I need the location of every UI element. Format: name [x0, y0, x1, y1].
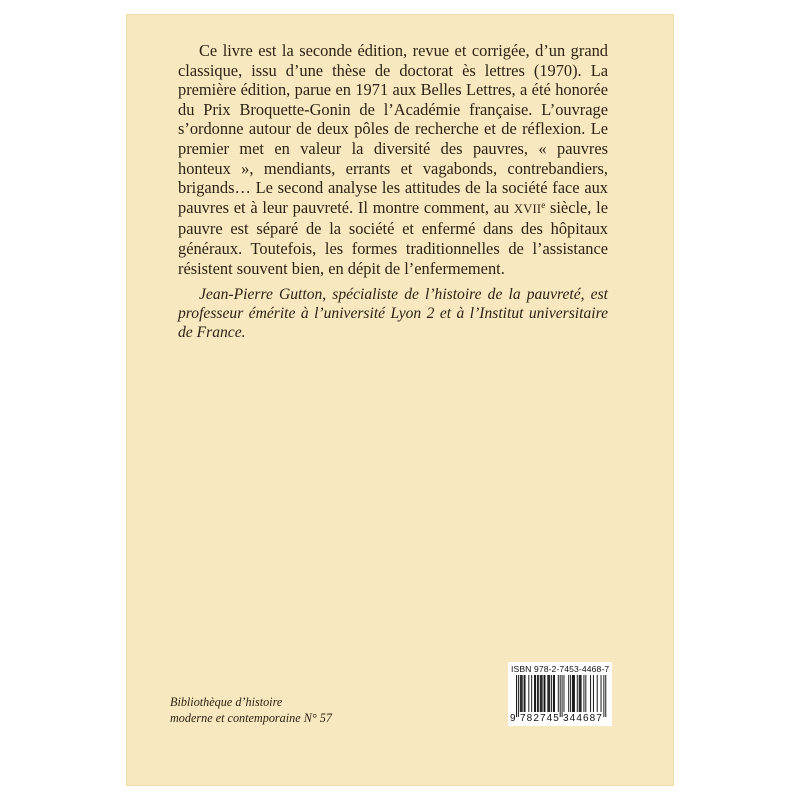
barcode-first-digit: 9 — [510, 713, 516, 724]
blurb-text — [178, 41, 608, 278]
barcode-bar — [547, 675, 548, 712]
barcode-bars — [510, 675, 610, 717]
barcode-bar — [564, 675, 565, 712]
barcode-bar — [551, 675, 552, 712]
series-line-1: Bibliothèque d’histoire — [170, 695, 283, 709]
series-label — [170, 695, 400, 726]
barcode-bar — [572, 675, 573, 712]
barcode-bar — [548, 675, 549, 712]
book-back-cover — [126, 14, 674, 786]
barcode-bar — [541, 675, 542, 712]
barcode-bar — [593, 675, 594, 712]
barcode-bar — [528, 675, 529, 712]
author-bio-text: Jean-Pierre Gutton, spécialiste de l’histoire de la pauvreté, est professeur émérite à l’université Lyon 2 et à l’Institut universitaire de France. — [178, 286, 608, 341]
barcode-bar — [574, 675, 575, 712]
barcode-bar — [590, 675, 591, 712]
century-numeral: XVII — [514, 201, 542, 216]
barcode-bar — [585, 675, 586, 712]
barcode-right-group: 344687 — [563, 713, 603, 724]
blurb-text-part2: siècle, le pauvre est séparé de la société et enfermé dans des hôpitaux généraux. Toutefois, les formes traditionnelles de l’assistance résistent souvent bien, en dépit de l’enfermement. — [178, 197, 608, 278]
barcode-bar — [570, 675, 571, 712]
barcode-bar — [558, 675, 559, 712]
isbn-label: ISBN 978-2-7453-4468-7 — [511, 664, 610, 674]
barcode-left-group: 782745 — [520, 713, 560, 724]
barcode-bar — [579, 675, 580, 712]
blurb-text-part1: Ce livre est la seconde édition, revue et corrigée, d’un grand classique, issu d’une thèse de doctorat ès lettres (1970). La première édition, parue en 1971 aux Belles Lettres, a été honorée du Prix Broquette-Gonin de l’Académie française. L’ouvrage s’ordonne autour de deux pôles de recherche et de réflexion. Le premier met en valeur la diversité des pauvres, « pauvres honteux », mendiants, errants et vagabonds, contrebandiers, brigands… Le second analyse les attitudes de la société face aux pauvres et à leur pauvreté. Il montre comment, au — [178, 41, 608, 217]
century-superscript: e — [541, 199, 546, 210]
author-bio — [178, 285, 608, 342]
barcode-bar — [603, 675, 604, 717]
barcode-bar — [544, 675, 545, 712]
barcode-bar — [597, 675, 598, 712]
barcode-bar — [568, 675, 569, 712]
barcode-bar — [540, 675, 541, 712]
barcode-bar — [560, 675, 561, 717]
barcode-bar — [535, 675, 536, 712]
blurb-paragraph — [178, 41, 608, 278]
barcode-bar — [525, 675, 526, 712]
barcode-bar — [538, 675, 539, 712]
barcode-bar — [573, 675, 574, 712]
barcode-bar — [516, 675, 517, 717]
barcode-bar — [518, 675, 519, 717]
barcode-bar — [542, 675, 543, 712]
barcode-bar — [521, 675, 522, 712]
barcode-bar — [520, 675, 521, 712]
barcode-bar — [522, 675, 523, 712]
barcode-bar — [553, 675, 554, 712]
barcode-bar — [554, 675, 555, 712]
barcode-bar — [581, 675, 582, 712]
barcode-bar — [601, 675, 602, 712]
barcode-bar — [549, 675, 550, 712]
barcode-bar — [524, 675, 525, 712]
isbn-barcode — [508, 662, 612, 726]
barcode-bar — [545, 675, 546, 712]
barcode-bar — [580, 675, 581, 712]
barcode-bar — [534, 675, 535, 712]
series-line-2: moderne et contemporaine N° 57 — [170, 710, 332, 725]
barcode-bar — [537, 675, 538, 712]
barcode-bar — [577, 675, 578, 712]
barcode-bar — [583, 675, 584, 712]
barcode-bar — [531, 675, 532, 712]
barcode-bar — [605, 675, 606, 717]
barcode-bar — [562, 675, 563, 717]
